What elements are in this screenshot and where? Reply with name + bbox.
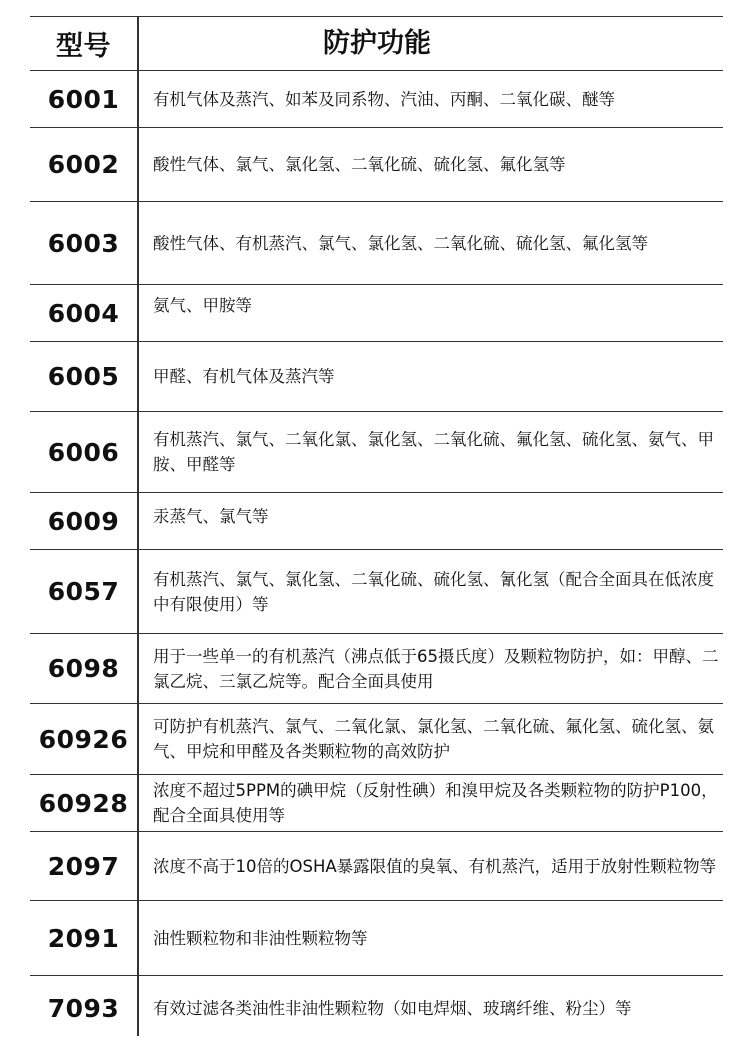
row-function: 油性颗粒物和非油性颗粒物等 [153, 928, 368, 948]
row-function: 用于一些单一的有机蒸汽（沸点低于65摄氏度）及颗粒物防护，如：甲醇、二氯乙烷、三氯乙烷等。配合全面具使用 [153, 646, 719, 691]
header-model: 型号 [56, 31, 111, 62]
row-model: 6006 [47, 437, 120, 467]
table-row [30, 634, 723, 704]
row-model: 6002 [47, 150, 120, 179]
table-row [30, 550, 723, 634]
row-function: 浓度不超过5PPM的碘甲烷（反射性碘）和溴甲烷及各类颗粒物的防护P100，配合全面具使用等 [153, 781, 718, 825]
table-row [30, 342, 723, 412]
row-model: 60926 [38, 724, 129, 754]
protection-table [30, 16, 723, 1040]
row-function: 浓度不高于10倍的OSHA暴露限值的臭氧、有机蒸汽，适用于放射性颗粒物等 [153, 856, 717, 876]
table-row [30, 493, 723, 550]
row-model: 6009 [47, 506, 120, 536]
table-row [30, 71, 723, 128]
table-row [30, 202, 723, 285]
table-header-row [30, 16, 723, 71]
table-row [30, 412, 723, 493]
row-model: 60928 [38, 788, 129, 818]
row-model: 6004 [47, 298, 120, 328]
row-function: 有效过滤各类油性非油性颗粒物（如电焊烟、玻璃纤维、粉尘）等 [153, 998, 632, 1018]
column-divider [137, 16, 139, 1036]
row-model: 2091 [47, 923, 120, 953]
row-function: 酸性气体、氯气、氯化氢、二氧化硫、硫化氢、氟化氢等 [153, 155, 566, 174]
table-row [30, 832, 723, 901]
table-row [30, 128, 723, 202]
row-model: 6003 [47, 228, 120, 258]
row-function: 有机蒸汽、氯气、二氧化氯、氯化氢、二氧化硫、氟化氢、硫化氢、氨气、甲胺、甲醛等 [153, 430, 714, 474]
row-function: 汞蒸气、氯气等 [153, 507, 269, 526]
header-function: 防护功能 [323, 28, 431, 59]
row-function: 甲醛、有机气体及蒸汽等 [153, 367, 335, 386]
row-function: 可防护有机蒸汽、氯气、二氧化氯、氯化氢、二氧化硫、氟化氢、硫化氢、氨气、甲烷和甲醛及各类颗粒物的高效防护 [153, 717, 714, 761]
row-model: 7093 [47, 993, 120, 1023]
table-row [30, 976, 723, 1040]
row-function: 有机蒸汽、氯气、氯化氢、二氧化硫、硫化氢、氰化氢（配合全面具在低浓度中有限使用）等 [153, 569, 714, 614]
row-function: 有机气体及蒸汽、如苯及同系物、汽油、丙酮、二氧化碳、醚等 [153, 89, 615, 109]
row-model: 6057 [47, 577, 120, 606]
row-function: 氨气、甲胺等 [153, 296, 252, 315]
row-model: 6005 [47, 362, 120, 391]
row-model: 6098 [47, 654, 120, 683]
table-row [30, 285, 723, 342]
row-function: 酸性气体、有机蒸汽、氯气、氯化氢、二氧化硫、硫化氢、氟化氢等 [153, 233, 648, 253]
table-row [30, 704, 723, 775]
row-model: 6001 [47, 84, 120, 114]
table-row [30, 901, 723, 976]
row-model: 2097 [47, 851, 120, 881]
table-row [30, 775, 723, 832]
